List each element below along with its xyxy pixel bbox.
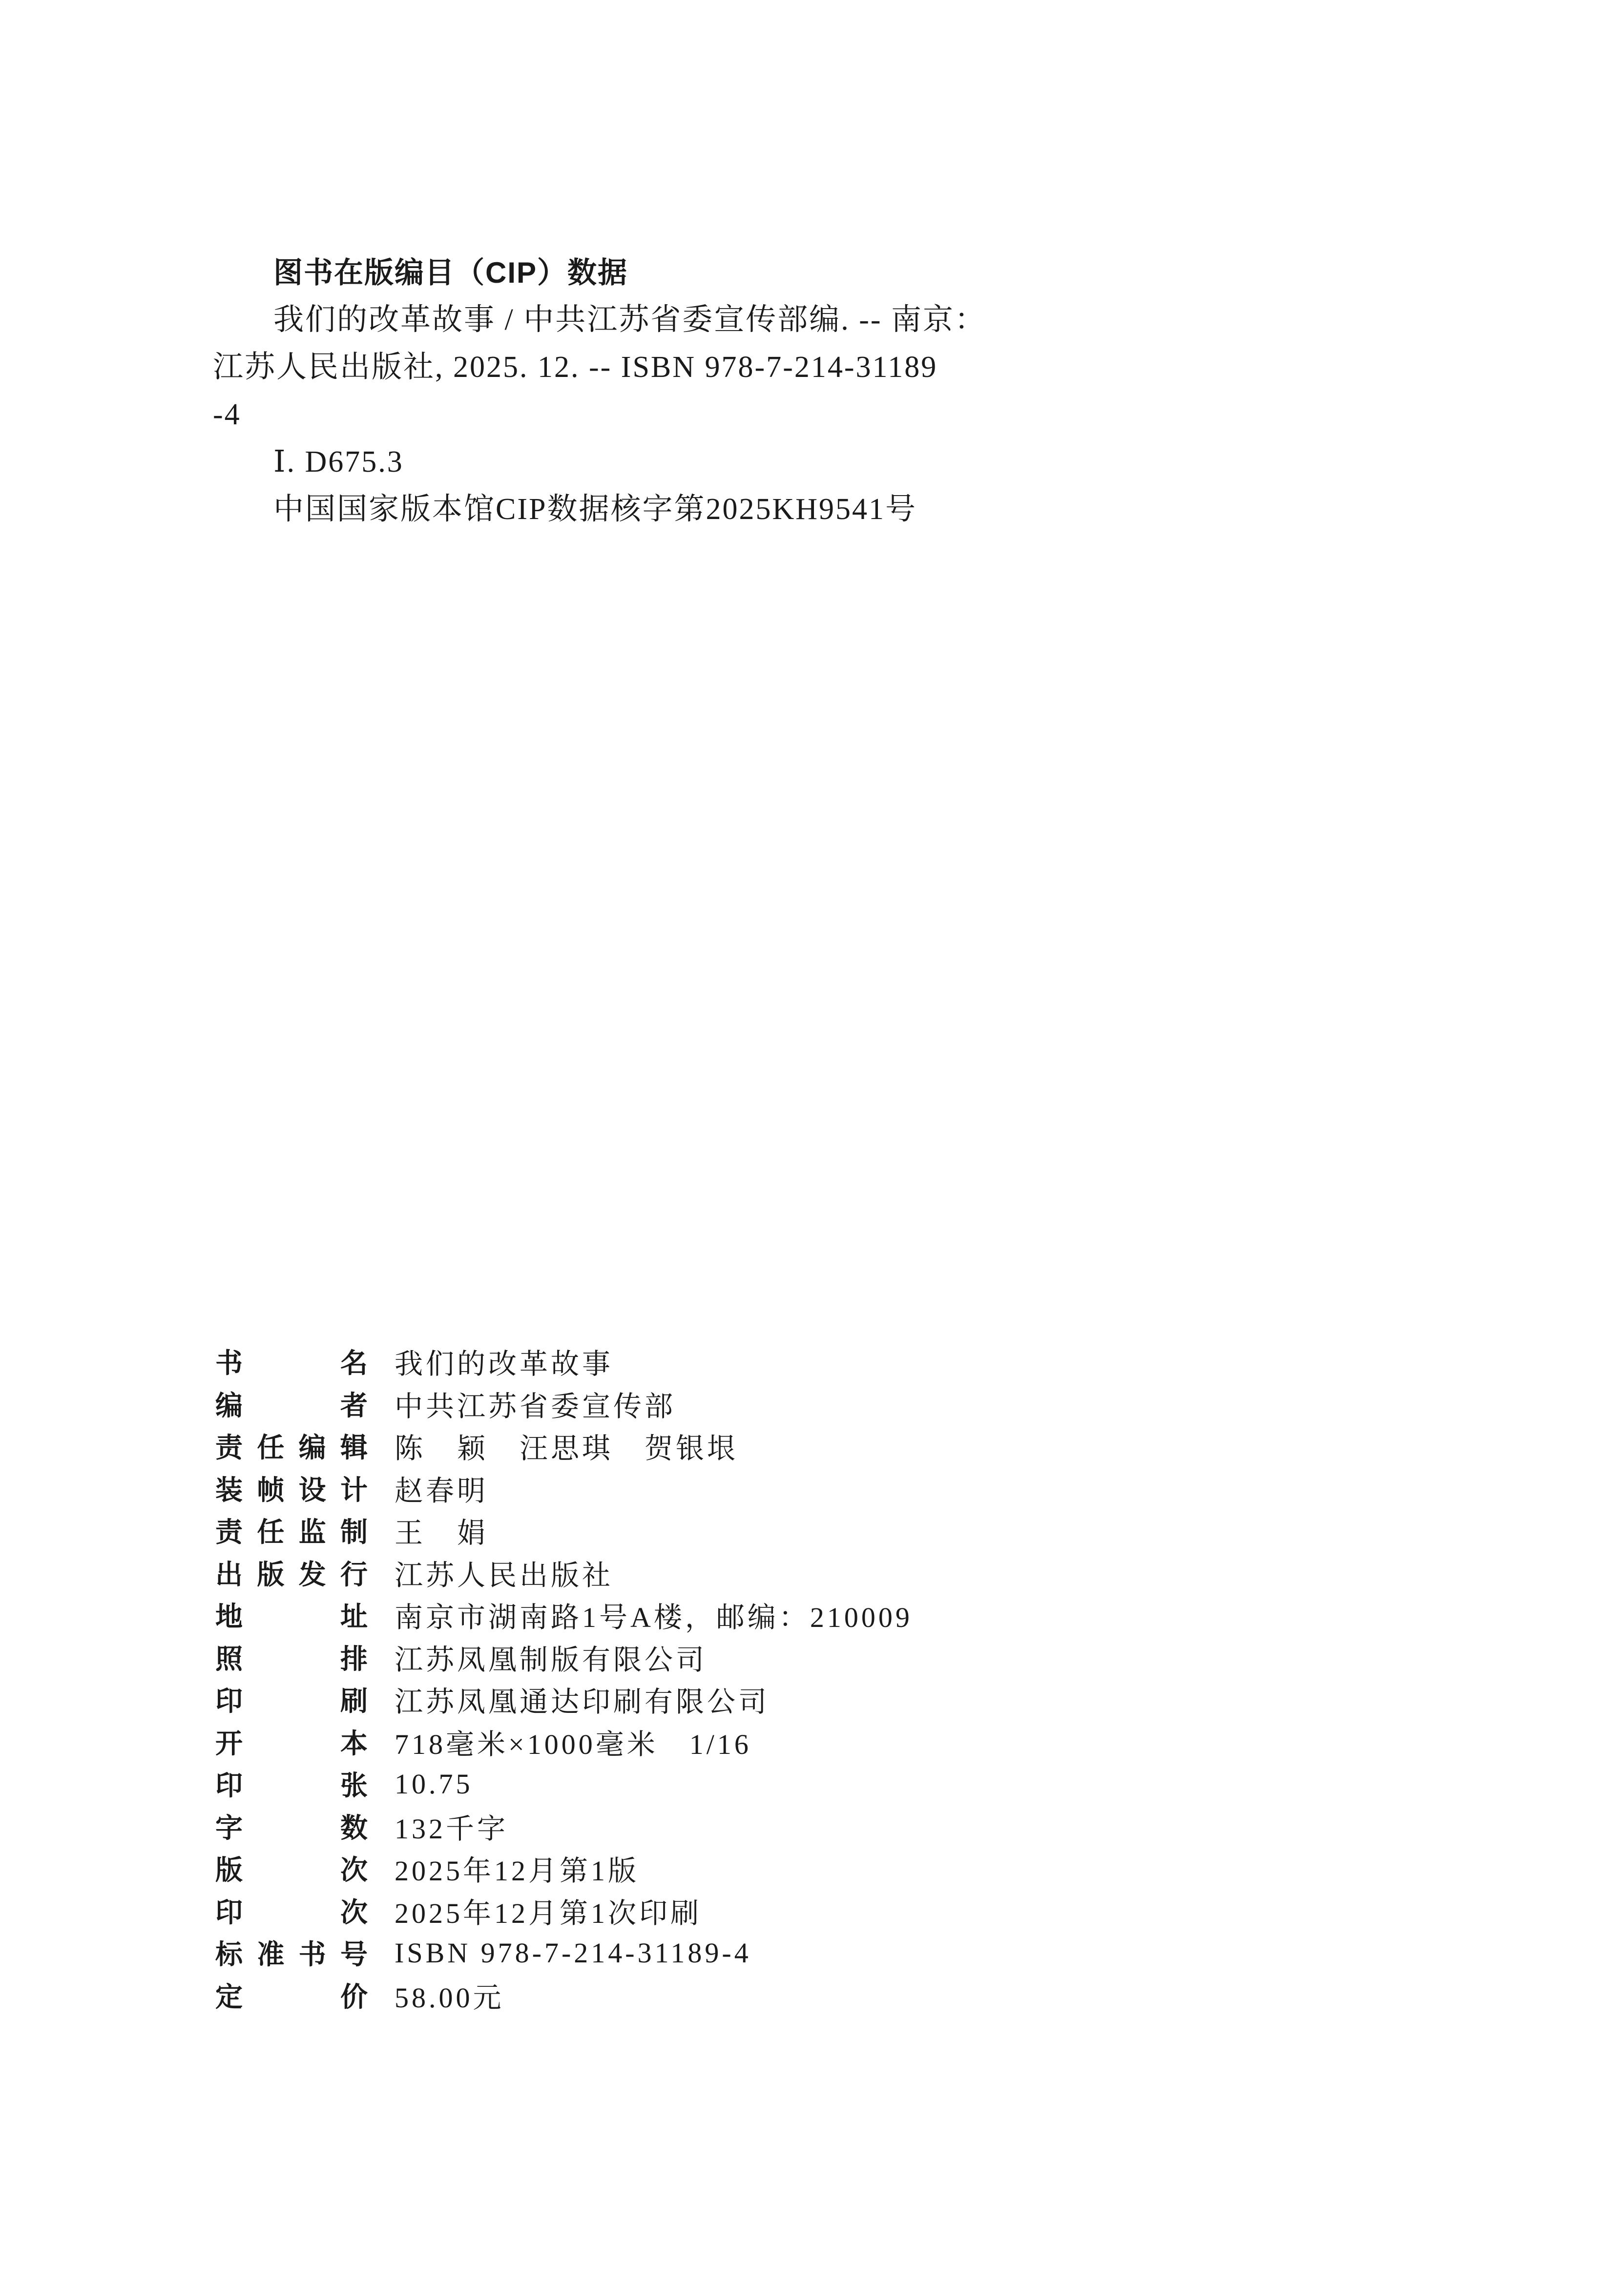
colophon-label: 字 数: [215, 1813, 368, 1844]
colophon-row: [215, 1467, 1387, 1510]
colophon-value: 南京市湖南路1号A楼，邮编：210009: [395, 1602, 913, 1634]
colophon-row: [215, 1340, 1387, 1383]
colophon-label: 出 版 发 行: [215, 1560, 368, 1590]
colophon-value: 江苏人民出版社: [395, 1559, 614, 1591]
colophon-value: 718毫米×1000毫米 1/16: [395, 1728, 751, 1760]
colophon-row: [215, 1425, 1387, 1467]
colophon-label: 版 次: [215, 1855, 368, 1886]
colophon-row: [215, 1383, 1387, 1425]
colophon-block: [215, 1340, 1387, 2016]
colophon-value: 江苏凤凰制版有限公司: [395, 1644, 708, 1676]
cip-block: [213, 249, 1385, 533]
colophon-label: 印 次: [215, 1897, 368, 1928]
colophon-row: [215, 1805, 1387, 1848]
colophon-row: [215, 1552, 1387, 1594]
colophon-label: 照 排: [215, 1644, 368, 1675]
colophon-row: [215, 1678, 1387, 1721]
colophon-row: [215, 1763, 1387, 1805]
colophon-value: ISBN 978-7-214-31189-4: [395, 1937, 751, 1969]
cip-record: [213, 296, 1385, 533]
colophon-row: [215, 1721, 1387, 1763]
colophon-row: [215, 1509, 1387, 1552]
colophon-label: 责 任 监 制: [215, 1518, 368, 1548]
colophon-label: 定 价: [215, 1982, 368, 2013]
cip-line: 中国国家版本馆CIP数据核字第2025KH9541号: [273, 493, 917, 526]
colophon-value: 2025年12月第1版: [395, 1855, 640, 1887]
colophon-value: 王 娟: [395, 1517, 489, 1549]
colophon-value: 中共江苏省委宣传部: [395, 1390, 676, 1422]
colophon-value: 132千字: [395, 1812, 509, 1845]
colophon-label: 标 准 书 号: [215, 1940, 368, 1971]
cip-line: 我们的改革故事 / 中共江苏省委宣传部编. -- 南京：: [273, 303, 987, 336]
colophon-label: 书 名: [215, 1349, 368, 1379]
colophon-row: [215, 1594, 1387, 1636]
colophon-row: [215, 1847, 1387, 1890]
colophon-rows: [215, 1340, 1387, 2016]
colophon-value: 58.00元: [395, 1981, 504, 2014]
colophon-label: 地 址: [215, 1602, 368, 1633]
colophon-row: [215, 1636, 1387, 1679]
cip-title: 图书在版编目（CIP）数据: [273, 256, 628, 289]
colophon-label: 装 帧 设 计: [215, 1475, 368, 1506]
colophon-row: [215, 1890, 1387, 1932]
cip-line: -4: [213, 398, 241, 431]
colophon-row: [215, 1932, 1387, 1974]
colophon-value: 我们的改革故事: [395, 1348, 614, 1380]
colophon-label: 印 张: [215, 1771, 368, 1802]
colophon-value: 陈 颖 汪思琪 贺银垠: [395, 1433, 739, 1465]
colophon-label: 编 者: [215, 1391, 368, 1421]
colophon-value: 2025年12月第1次印刷: [395, 1897, 702, 1929]
colophon-label: 责 任 编 辑: [215, 1433, 368, 1464]
colophon-value: 赵春明: [395, 1475, 489, 1507]
cip-line: Ⅰ. D675.3: [273, 445, 404, 479]
cip-line: 江苏人民出版社, 2025. 12. -- ISBN 978-7-214-31189: [213, 351, 938, 384]
colophon-row: [215, 1974, 1387, 2017]
colophon-value: 江苏凤凰通达印刷有限公司: [395, 1686, 770, 1718]
colophon-label: 开 本: [215, 1729, 368, 1759]
colophon-value: 10.75: [395, 1768, 473, 1800]
colophon-label: 印 刷: [215, 1687, 368, 1717]
